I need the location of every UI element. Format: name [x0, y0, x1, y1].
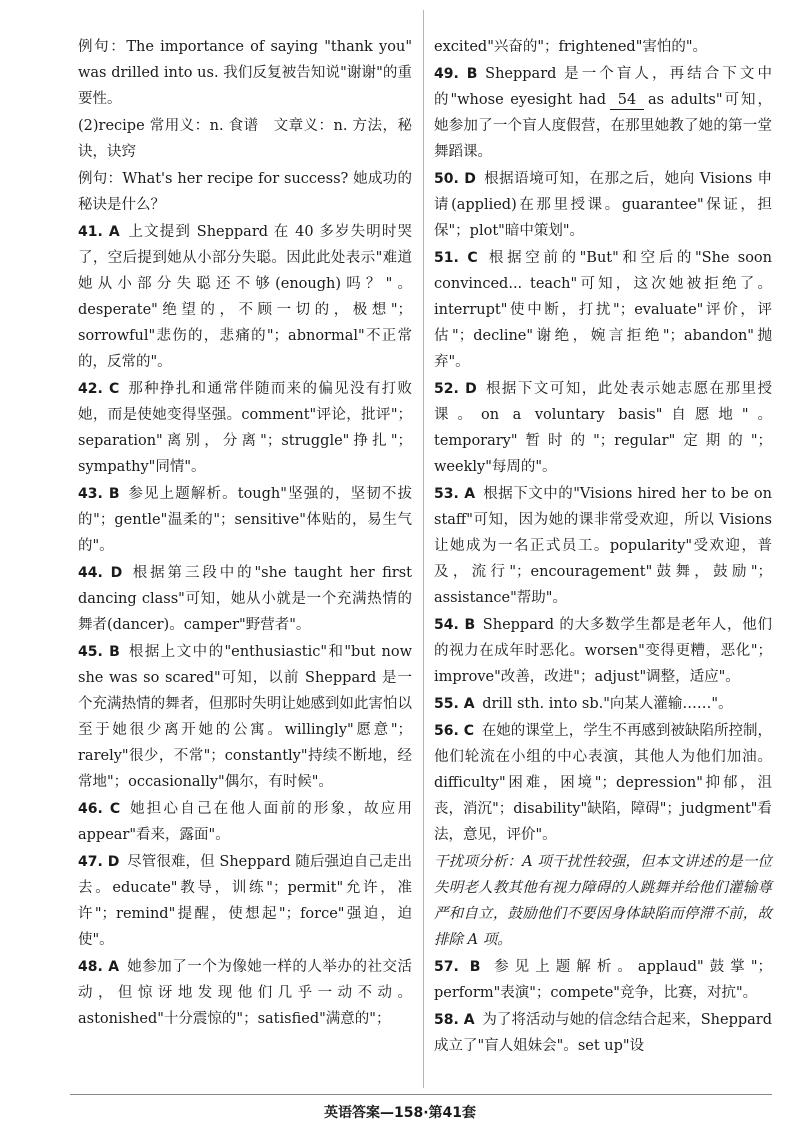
answer-item-57	[434, 954, 772, 1006]
answer-item-50	[434, 166, 772, 244]
answer-49-text-a: Sheppard 是一个盲人，再结合下文中的"whose eyesight had	[434, 66, 773, 108]
answer-key: 45. B	[78, 644, 120, 660]
answer-explanation: 参见上题解析。applaud"鼓掌"；perform"表演"；compete"竞争，比赛，对抗"。	[434, 959, 773, 1001]
answer-item-44	[78, 560, 412, 638]
answer-key: 54. B	[434, 617, 476, 633]
answer-49-blank: 54	[610, 91, 645, 110]
answer-key: 52. D	[434, 381, 477, 397]
answer-explanation: 根据上文中的"enthusiastic"和"but now she was so scared"可知，以前 Sheppard 是一个充满热情的舞者，但那时失明让她感到如此害怕以至于她很少离开她的公寓。willingly"愿意"；rarely"很少，不常"；constantly"持续不断地，经常地"；occasionally"偶尔，有时候"。	[78, 644, 413, 790]
answer-item-56	[434, 718, 772, 848]
continued-text: excited"兴奋的"；frightened"害怕的"。	[434, 39, 708, 55]
answer-49-text-b: as adults"可知，她参加了一个盲人度假营，在那里她教了她的第一堂舞蹈课。	[434, 92, 772, 160]
answer-item-41	[78, 219, 412, 375]
answer-item-58	[434, 1007, 772, 1059]
answer-key: 44. D	[78, 565, 123, 581]
answer-item-42	[78, 376, 412, 480]
left-column	[78, 34, 412, 1033]
answer-item-46	[78, 796, 412, 848]
answer-key: 57. B	[434, 959, 481, 975]
intro-recipe-definition: (2)recipe 常用义：n. 食谱 文章义：n. 方法，秘诀，诀窍	[78, 118, 412, 160]
answer-key: 50. D	[434, 171, 476, 187]
distractor-analysis-text: A 项干扰性较强，但本文讲述的是一位失明老人教其他有视力障碍的人跳舞并给他们灌输尊严和自立，鼓励他们不要因身体缺陷而停滞不前，故排除 A 项。	[434, 854, 772, 948]
column-divider	[423, 10, 424, 1088]
answer-explanation: 根据第三段中的"she taught her first dancing class"可知，她从小就是一个充满热情的舞者(dancer)。camper"野营者"。	[78, 565, 412, 633]
answer-item-45	[78, 639, 412, 795]
answer-explanation: 她担心自己在他人面前的形象，故应用 appear"看来，露面"。	[78, 801, 413, 843]
right-answer-list	[434, 166, 772, 848]
answer-explanation: 在她的课堂上，学生不再感到被缺陷所控制，他们轮流在小组的中心表演，其他人为他们加油。difficulty"困难，困境"；depression"抑郁，沮丧，消沉"；disability"缺陷，障碍"；judgment"看法，意见，评价"。	[434, 723, 772, 843]
answer-item-55	[434, 691, 772, 717]
answer-item-43	[78, 481, 412, 559]
answer-item-49	[434, 61, 772, 165]
distractor-analysis-label: 干扰项分析：	[434, 854, 523, 870]
left-answer-list	[78, 219, 412, 1032]
answer-explanation: 根据下文可知，此处表示她志愿在那里授课。on a voluntary basis"自愿地"。temporary"暂时的"；regular"定期的"；weekly"每周的"。	[434, 381, 773, 475]
distractor-analysis-note	[434, 849, 772, 953]
answer-key: 46. C	[78, 801, 121, 817]
answer-key: 47. D	[78, 854, 120, 870]
answer-key-49: 49. B	[434, 66, 478, 82]
answer-item-48	[78, 954, 412, 1032]
answer-explanation: 根据语境可知，在那之后，她向 Visions 申请(applied)在那里授课。guarantee"保证，担保"；plot"暗中策划"。	[434, 171, 772, 239]
answer-key: 48. A	[78, 959, 120, 975]
answer-explanation: 上文提到 Sheppard 在 40 多岁失明时哭了，空后提到她从小部分失聪。因此此处表示"难道她从小部分失聪还不够(enough)吗？"。desperate"绝望的，不顾一切的，极想"；sorrowful"悲伤的，悲痛的"；abnormal"不正常的，反常的"。	[78, 224, 412, 370]
answer-key: 56. C	[434, 723, 474, 739]
answer-key: 41. A	[78, 224, 120, 240]
right-answer-list-2	[434, 954, 772, 1059]
answer-explanation: 为了将活动与她的信念结合起来，Sheppard 成立了"盲人姐妹会"。set up"设	[434, 1012, 772, 1054]
answer-key: 51. C	[434, 250, 478, 266]
answer-key: 58. A	[434, 1012, 475, 1028]
answer-item-54	[434, 612, 772, 690]
answer-explanation: drill sth. into sb."向某人灌输……"。	[482, 696, 733, 712]
answer-item-53	[434, 481, 772, 611]
answer-explanation: 她参加了一个为像她一样的人举办的社交活动，但惊讶地发现他们几乎一动不动。astonished"十分震惊的"；satisfied"满意的"；	[78, 959, 412, 1027]
answer-explanation: 根据下文中的"Visions hired her to be on staff"可知，因为她的课非常受欢迎，所以 Visions 让她成为一名正式员工。popularity"受欢迎，普及，流行"；encouragement"鼓舞，鼓励"；assistance"帮助"。	[434, 486, 772, 606]
answer-key: 53. A	[434, 486, 476, 502]
intro-example-1: 例句：The importance of saying "thank you" was drilled into us. 我们反复被告知说"谢谢"的重要性。	[78, 39, 412, 107]
intro-example-2: 例句：What's her recipe for success? 她成功的秘诀是什么？	[78, 171, 412, 213]
answer-key: 55. A	[434, 696, 475, 712]
answer-explanation: 根据空前的"But"和空后的"She soon convinced... teach"可知，这次她被拒绝了。interrupt"使中断，打扰"；evaluate"评价，评估"；decline"谢绝，婉言拒绝"；abandon"抛弃"。	[434, 250, 772, 370]
answer-item-47	[78, 849, 412, 953]
answer-item-51	[434, 245, 772, 375]
page-footer: 英语答案—158·第41套	[323, 1105, 477, 1121]
answer-explanation: 参见上题解析。tough"坚强的，坚韧不拔的"；gentle"温柔的"；sensitive"体贴的，易生气的"。	[78, 486, 413, 554]
answer-explanation: 尽管很难，但 Sheppard 随后强迫自己走出去。educate"教导，训练"；permit"允许，准许"；remind"提醒，使想起"；force"强迫，迫使"。	[78, 854, 412, 948]
answer-key: 42. C	[78, 381, 120, 397]
right-column	[434, 34, 772, 1060]
answer-key: 43. B	[78, 486, 120, 502]
footer-rule	[70, 1094, 772, 1095]
answer-explanation: 那种挣扎和通常伴随而来的偏见没有打败她，而是使她变得坚强。comment"评论，批评"；separation"离别，分离"；struggle"挣扎"；sympathy"同情"。	[78, 381, 413, 475]
answer-item-52	[434, 376, 772, 480]
answer-explanation: Sheppard 的大多数学生都是老年人，他们的视力在成年时恶化。worsen"变得更糟，恶化"；improve"改善，改进"；adjust"调整，适应"。	[434, 617, 773, 685]
